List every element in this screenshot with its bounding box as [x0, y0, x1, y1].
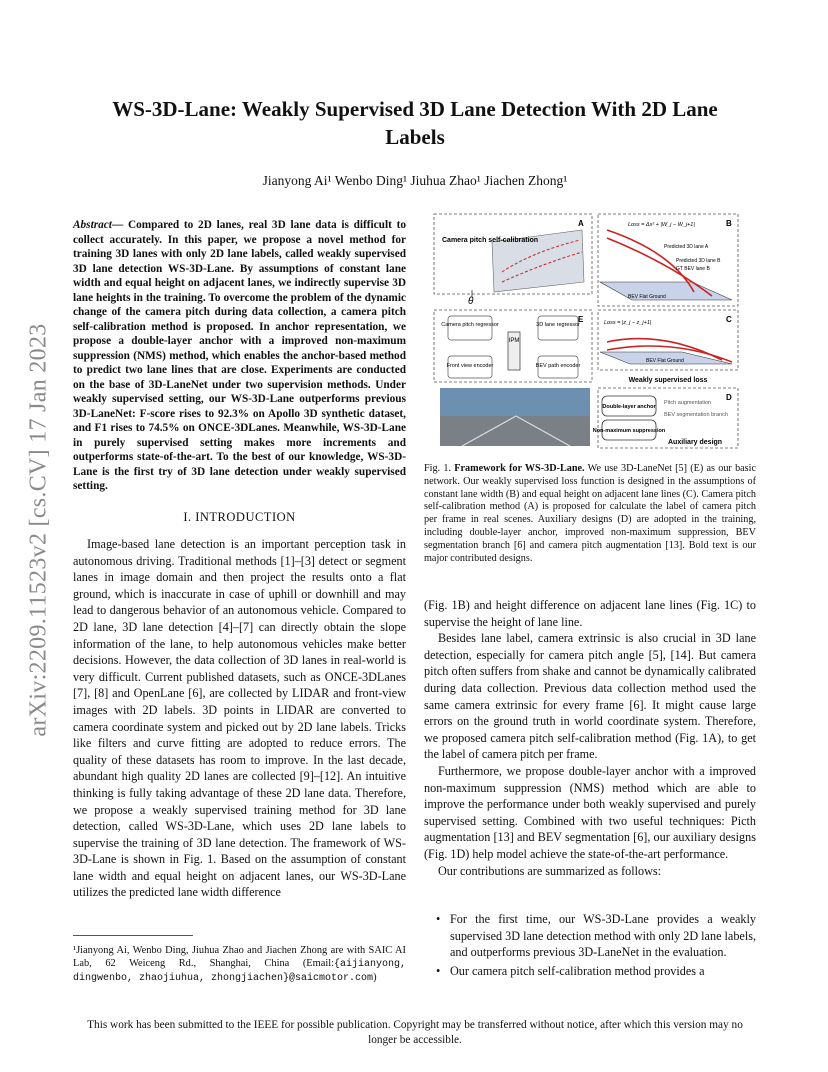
figure-caption: [424, 463, 756, 565]
arxiv-sidebar: [22, 290, 56, 770]
caption-bold: Framework for WS-3D-Lane.: [454, 463, 585, 474]
footnote-text: ¹Jianyong Ai, Wenbo Ding, Jiuhua Zhao and Jiachen Zhong are with SAIC AI Lab, 62 Weiceng Rd., Shanghai, China (Email:: [73, 945, 406, 970]
panel-b-label: B: [726, 219, 732, 228]
ipm-text: IPM: [508, 338, 520, 344]
page-footer: This work has been submitted to the IEEE for possible publication. Copyright may be transferred without notice, after which this version may no longer be accessible.: [87, 1019, 743, 1046]
aux-title: Auxiliary design: [668, 439, 723, 446]
gt-bev-text: GT BEV lane B: [676, 266, 710, 272]
right-paragraph-1: (Fig. 1B) and height difference on adjacent lane lines (Fig. 1C) to supervise the height of lane line.: [424, 598, 756, 629]
panel-c-label: C: [726, 315, 732, 324]
abstract-text: — Compared to 2D lanes, real 3D lane data is difficult to collect accurately. In this paper, we propose a novel method for training 3D lanes with only 2D lane labels, called weakly supervised 3D lane detection WS-3D-Lane. By assumptions of constant lane width and equal height on adjacent lanes, we indirectly supervise 3D lane heights in the training. To overcome the problem of the dynamic change of the camera pitch during data collection, a camera pitch self-calibration method is proposed. In anchor representation, we propose a double-layer anchor with a improved non-maximum suppression (NMS) method, which enables the anchor-based method to predict two lane lines that are close. Experiments are conducted on the base of 3D-LaneNet under two supervision methods. Under weakly supervised setting, our WS-3D-Lane outperforms previous 3D-LaneNet: F-score rises to 92.3% on Apollo 3D synthetic dataset, and F1 rises to 74.5% on ONCE-3DLanes. Meanwhile, WS-3D-Lane in purely supervised setting makes more increments and outperforms state-of-the-art. To the best of our knowledge, WS-3D-Lane is the first try of 3D lane detection under weakly supervised setting.: [73, 219, 406, 492]
bev-enc-text: BEV path encoder: [535, 363, 581, 369]
road-photo-surface: [440, 416, 590, 446]
contribution-list: [424, 911, 756, 981]
pitch-aug-text: Pitch augmentation: [664, 400, 712, 406]
right-paragraph-4: Our contributions are summarized as follows:: [438, 863, 662, 878]
bev-ground-b: [600, 282, 732, 300]
paper-title: WS-3D-Lane: Weakly Supervised 3D Lane Detection With 2D Lane Labels: [112, 97, 718, 149]
nms-text: Non-maximum suppression: [592, 428, 666, 434]
bev-seg-text: BEV segmentation branch: [664, 412, 728, 418]
lane3d-box: [538, 316, 578, 340]
front-enc-text: Front view encoder: [446, 363, 494, 369]
abstract: [73, 218, 406, 494]
pred-b-text: Predicted 3D lane B: [676, 258, 721, 264]
caption-label: Fig. 1.: [424, 463, 452, 474]
loss-c: Loss = |z_j − z_j+1|: [604, 320, 652, 326]
caption-text: We use 3D-LaneNet [5] (E) as our basic network. Our weakly supervised loss function is designed in the assumptions of constant lane width (B) and equal height on adjacent lane lines (C). Camera pitch self-calibration method (A) is proposed for calculate the label of camera pitch per frame in real scenes. Auxiliary designs (D) are adopted in the training, including double-layer anchor, improved non-maximum suppression, BEV segmentation branch [6] and camera pitch augmentation [13]. Bold text is our major contributed designs.: [424, 463, 756, 564]
bev-flat-b: BEV Flat Ground: [628, 294, 666, 300]
framework-diagram: [432, 212, 742, 452]
intro-column: [73, 536, 406, 901]
list-item: [424, 963, 756, 980]
lane3d-text: 3D lane regressor: [536, 322, 580, 328]
section-heading: I. INTRODUCTION: [183, 510, 296, 524]
author-list: Jianyong Ai¹ Wenbo Ding¹ Jiuhua Zhao¹ Jiachen Zhong¹: [262, 173, 568, 188]
panel-a-label: A: [578, 219, 584, 228]
ws-loss-title: Weakly supervised loss: [628, 377, 708, 384]
panel-d-label: D: [726, 393, 732, 402]
footnote-close: ): [373, 972, 377, 984]
bullet-icon: •: [436, 912, 441, 926]
contribution-text: Our camera pitch self-calibration method provides a: [450, 963, 705, 978]
footnote-divider: [73, 935, 193, 936]
bullet-icon: •: [436, 963, 441, 978]
double-anchor-text: Double-layer anchor: [602, 404, 656, 410]
panel-e-label: E: [578, 315, 584, 324]
pred-a-text: Predicted 3D lane A: [664, 244, 709, 250]
bev-flat-c: BEV Flat Ground: [646, 358, 684, 364]
arxiv-id: arXiv:2209.11523v2 [cs.CV] 17 Jan 2023: [25, 323, 52, 737]
pitch-title: Camera pitch self-calibration: [442, 237, 539, 244]
right-paragraph-3: Furthermore, we propose double-layer anchor with a improved non-maximum suppression (NMS) method which are able to improve the performance under both weakly supervised and purely supervised setting. Combined with two useful techniques: Picth augmentation [13] and BEV segmentation [6], our auxiliary designs (Fig. 1D) help model achieve the state-of-the-art performance.: [424, 763, 756, 861]
cam-pitch-text: Camera pitch regressor: [441, 322, 499, 328]
footnote: [73, 944, 406, 986]
right-paragraph-2: Besides lane label, camera extrinsic is also crucial in 3D lane detection, especially for camera pitch angle [5], [14]. But camera pitch often suffers from shake and cannot be dynamically calibrated during data collection. Previous data collection method used the same camera extrinsic for every frame [6]. It might cause large errors on the ground truth in world coordinate system. Therefore, we proposed camera pitch self-calibration method (Fig. 1A), to get the label of camera pitch per frame.: [424, 631, 756, 762]
footnote-emails: {aijianyong, dingwenbo, zhaojiuhua, zhongjiachen}@saicmotor.com: [73, 959, 406, 985]
contribution-text: For the first time, our WS-3D-Lane provides a weakly supervised 3D lane detection method with only 2D lane labels, and outperforms previous 3D-LaneNet in the evaluation.: [450, 912, 756, 960]
abstract-lead: Abstract: [73, 219, 112, 231]
right-column: [424, 597, 756, 879]
intro-paragraph: Image-based lane detection is an important perception task in autonomous driving. Traditional methods [1]–[3] detect or segment lanes in image domain and then project the results onto a flat ground, which is inaccurate in case of uphill or downhill and may lead to dangerous behavior of an autonomous vehicle. Compared to 2D lane, 3D lane detection [4]–[7] can directly obtain the slope information of the lane, to help autonomous vehicles make better decisions. However, the data collection of 3D lanes in real-world is very difficult. Current published datasets, such as ONCE-3DLanes [7], [8] and OpenLane [6], are collected by LIDAR and front-view images with 2D labels. 3D points in LIDAR are converted to camera coordinate system and picked out by 2D lane labels. Tricks like filters and curve fitting are adopted to reduce errors. The quality of these datasets has room to improve. In the last decade, abundant high quality 2D lanes are collected [9]–[12]. An intuitive thinking is fully taking advantage of these 2D lane data. Therefore, we propose a weakly supervised training method for 3D lane detection, called WS-3D-Lane, which uses 2D lane labels to supervise the training of 3D lane detection. The framework of WS-3D-Lane is shown in Fig. 1. Based on the assumption of constant lane width and equal height on adjacent lanes, our WS-3D-Lane utilizes the predicted lane width difference: [73, 537, 406, 900]
list-item: [424, 911, 756, 961]
loss-b: Loss = Δx² + |W_j − W_j+1|: [628, 222, 695, 228]
theta-label: θ: [468, 296, 474, 307]
figure-1: [432, 212, 742, 452]
cam-pitch-box: [448, 316, 492, 340]
